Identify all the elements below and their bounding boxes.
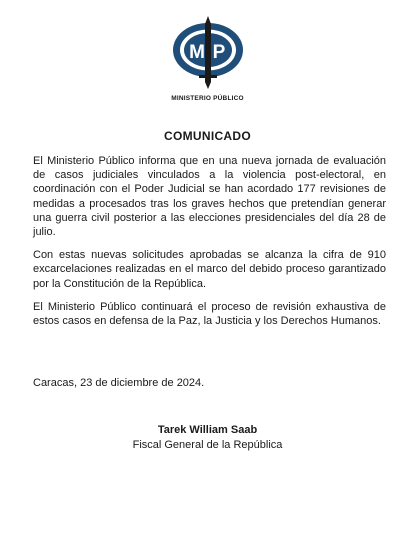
signatory-name: Tarek William Saab (157, 424, 258, 436)
body-paragraph-2: Con estas nuevas solicitudes aprobadas se alcanza la cifra de 910 excarcelaciones realizadas en el marco del debido proceso garantizado por la Constitución de la República. (33, 249, 386, 290)
svg-text:M: M (188, 42, 205, 63)
ministerio-publico-emblem-icon (168, 14, 248, 94)
body-paragraph-1: El Ministerio Público informa que en una nueva jornada de evaluación de casos judiciales vinculados a la violencia post-electoral, en coordinación con el Poder Judicial se han acordado 177 revisiones de medidas a procesados tras los graves hechos que pretendían generar una guerra civil posterior a las elecciones presidenciales del día 28 de julio. (33, 155, 386, 239)
body-paragraph-3: El Ministerio Público continuará el proceso de revisión exhaustiva de estos casos en defensa de la Paz, la Justicia y los Derechos Humanos. (33, 300, 386, 328)
document-body (33, 154, 386, 337)
signature-block (0, 423, 415, 453)
document-title: COMUNICADO (164, 129, 251, 143)
logo (0, 14, 415, 102)
date-line: Caracas, 23 de diciembre de 2024. (33, 377, 205, 389)
svg-text:P: P (212, 42, 225, 63)
logo-caption: MINISTERIO PÚBLICO (171, 95, 244, 102)
signatory-role: Fiscal General de la República (132, 439, 283, 451)
